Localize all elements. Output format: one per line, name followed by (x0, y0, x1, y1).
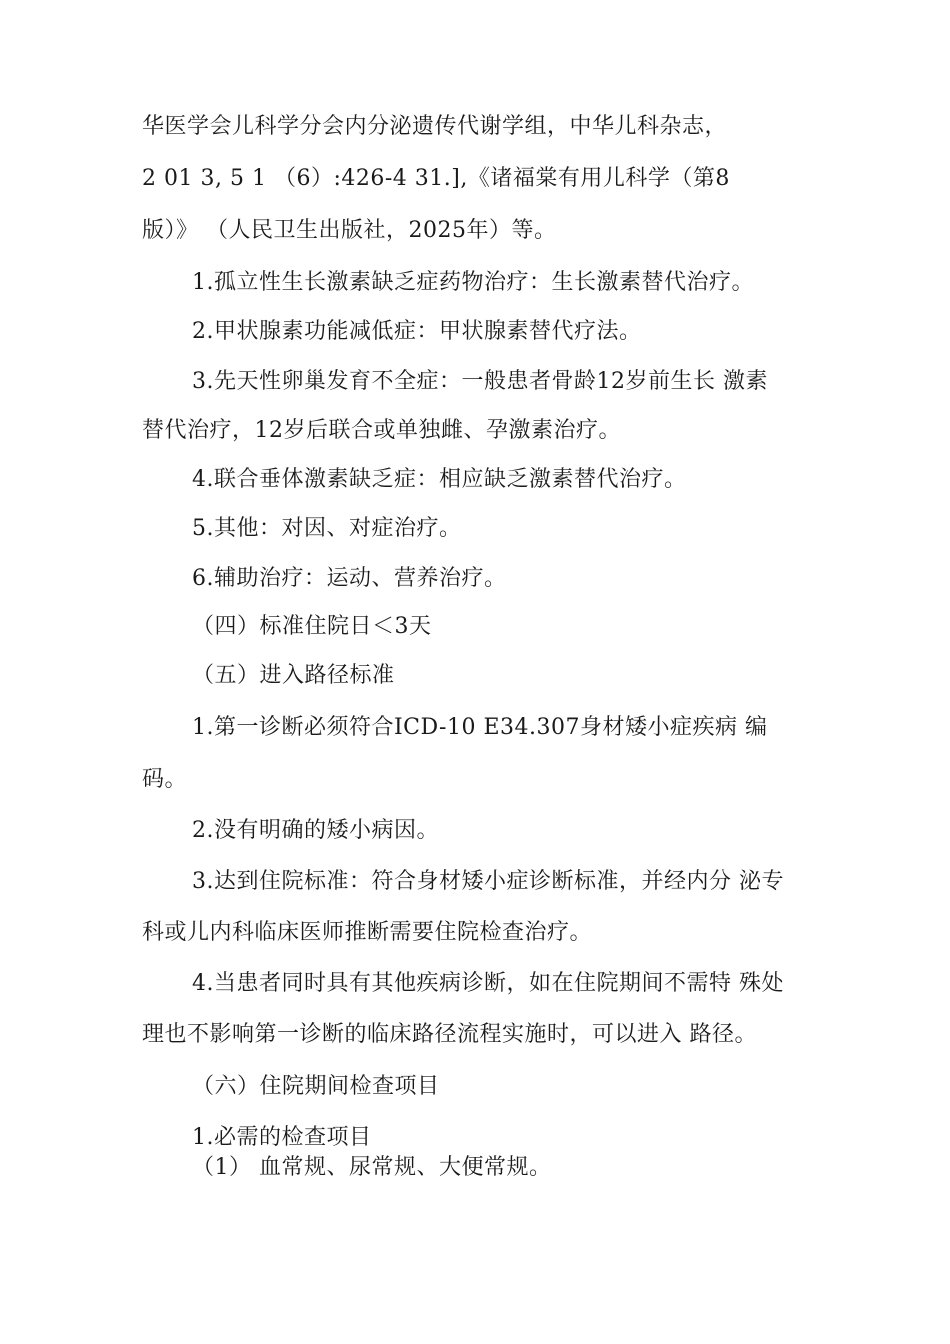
list-item: 3.达到住院标准：符合身材矮小症诊断标准，并经内分 泌专 (192, 869, 784, 894)
list-item: 6.辅助治疗：运动、营养治疗。 (192, 566, 507, 591)
list-item: 1.必需的检查项目 (192, 1125, 372, 1150)
list-item: 1.第一诊断必须符合ICD-10 E34.307身材矮小症疾病 编 (192, 715, 768, 740)
text-line: 理也不影响第一诊断的临床路径流程实施时，可以进入 路径。 (142, 1022, 757, 1047)
list-item: 2.甲状腺素功能减低症：甲状腺素替代疗法。 (192, 319, 642, 344)
list-item: （1） 血常规、尿常规、大便常规。 (192, 1155, 552, 1180)
list-item: 5.其他：对因、对症治疗。 (192, 516, 462, 541)
text-line: 华医学会儿科学分会内分泌遗传代谢学组，中华儿科杂志， (142, 114, 728, 139)
list-item: 4.联合垂体激素缺乏症：相应缺乏激素替代治疗。 (192, 467, 687, 492)
list-item: 2.没有明确的矮小病因。 (192, 818, 439, 843)
text-line: 替代治疗，12岁后联合或单独雌、孕激素治疗。 (142, 418, 621, 443)
text-line: 版）》 （人民卫生出版社，2025年）等。 (142, 218, 557, 243)
list-item: 4.当患者同时具有其他疾病诊断，如在住院期间不需特 殊处 (192, 971, 784, 996)
section-heading: （六）住院期间检查项目 (192, 1074, 440, 1099)
text-line: 2 01 3, 5 1 （6）:426-4 31.],《诸福棠有用儿科学（第8 (142, 166, 730, 191)
list-item: 1.孤立性生长激素缺乏症药物治疗：生长激素替代治疗。 (192, 270, 754, 295)
list-item: 3.先天性卵巢发育不全症：一般患者骨龄12岁前生长 激素 (192, 369, 768, 394)
text-line: 码。 (142, 767, 188, 792)
section-heading: （四）标准住院日＜3天 (192, 614, 432, 639)
text-line: 科或儿内科临床医师推断需要住院检查治疗。 (142, 920, 593, 945)
section-heading: （五）进入路径标准 (192, 663, 395, 688)
